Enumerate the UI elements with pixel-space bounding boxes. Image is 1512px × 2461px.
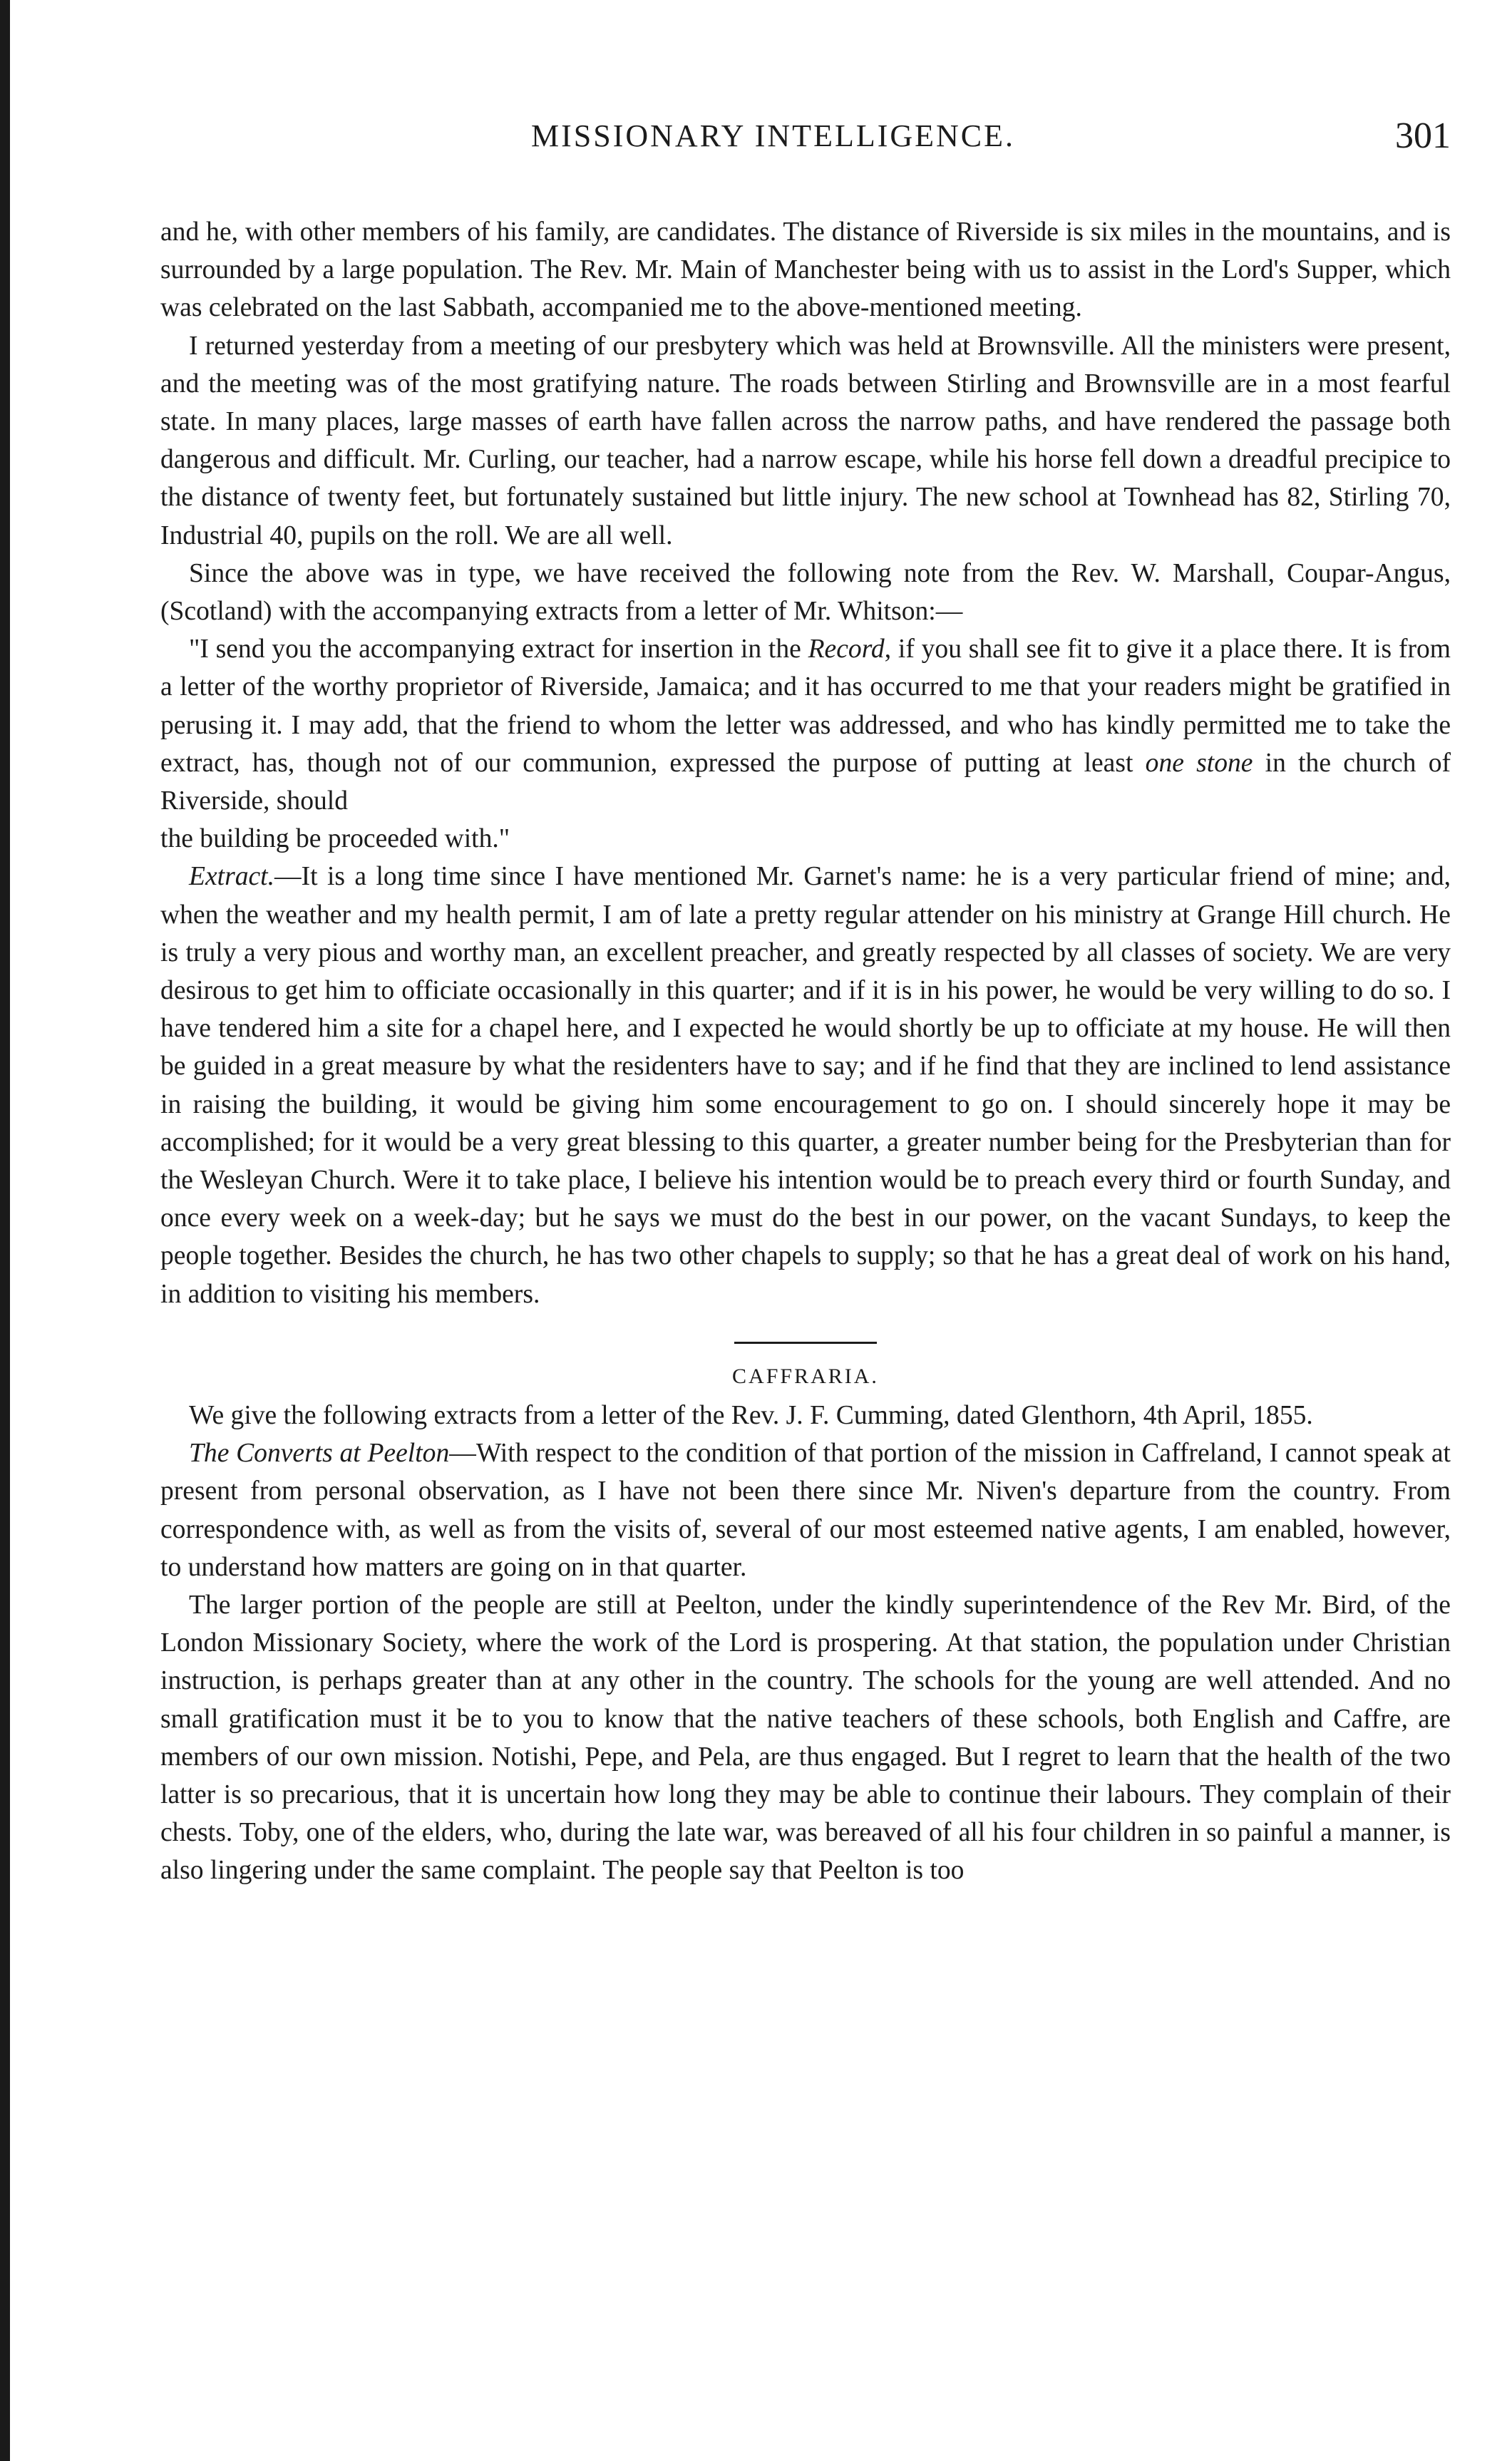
letter-note-middle: , if you shall see fit to give it a place there. It is from a letter of the worthy proprietor of Riverside, Jamaica; and it has occurred to me that your readers might be gratified in perusing it. I may add, that the friend to whom the letter was addressed, and who has kindly permitted me to take the extract, has, though not of our communion, expressed the purpose of putting at least xyxy=(160,634,1451,778)
converts-text: —With respect to the condition of that portion of the mission in Caffreland, I cannot speak at present from personal observation, as I have not been there since Mr. Niven's departure from the country. From correspondence with, as well as from the visits of, several of our most esteemed native agents, I am enabled, however, to understand how matters are going on in that quarter. xyxy=(160,1439,1451,1582)
book-spine-edge xyxy=(0,0,10,2461)
page-number: 301 xyxy=(1395,115,1451,156)
article-body xyxy=(160,213,1451,1890)
paragraph-editor-note: Since the above was in type, we have received the following note from the Rev. W. Marshall, Coupar-Angus, (Scotland) with the accompanying extracts from a letter of Mr. Whitson:— xyxy=(160,558,1451,627)
running-title: MISSIONARY INTELLIGENCE. xyxy=(531,118,1015,153)
record-title: Record xyxy=(808,634,885,664)
extract-label: Extract. xyxy=(189,862,275,892)
converts-label: The Converts at Peelton xyxy=(189,1439,450,1469)
paragraph-peelton: The larger portion of the people are still at Peelton, under the kindly superintendence of the Rev Mr. Bird, of the London Missionary Society, where the work of the Lord is prospering. At that station, the population under Christian instruction, is perhaps greater than at any other in the country. The schools for the young are well attended. And no small gratification must it be to you to know that the native teachers of these schools, both English and Caffre, are members of our own mission. Notishi, Pepe, and Pela, are thus engaged. But I regret to learn that the health of the two latter is so precarious, that it is uncertain how long they may be able to continue their labours. They complain of their chests. Toby, one of the elders, who, during the late war, was bereaved of all his four children in so painful a manner, is also lingering under the same complaint. The people say that Peelton is too xyxy=(160,1590,1451,1886)
section-title-caffraria: CAFFRARIA. xyxy=(732,1364,879,1388)
paragraph-converts xyxy=(160,1434,1451,1586)
extract-text: —It is a long time since I have mentioned Mr. Garnet's name: he is a very particular friend of mine; and, when the weather and my health permit, I am of late a pretty regular attender on his ministry at Grange Hill church. He is truly a very pious and worthy man, an excellent preacher, and greatly respected by all classes of society. We are very desirous to get him to officiate occasionally in this quarter; and if it is in his power, he would be very willing to do so. I have tendered him a site for a chapel here, and I expected he would shortly be up to officiate at my house. He will then be guided in a great measure by what the residenters have to say; and if he find that they are inclined to lend assistance in raising the building, it would be giving him some encouragement to go on. I should sincerely hope it may be accomplished; for it would be a very great blessing to this quarter, a greater number being for the Presbyterian than for the Wesleyan Church. Were it to take place, I believe his intention would be to preach every third or fourth Sunday, and once every week on a week-day; but he says we must do the best in our power, on the vacant Sundays, to keep the people together. Besides the church, he has two other chapels to supply; so that he has a great deal of work on his hand, in addition to visiting his members. xyxy=(160,862,1451,1309)
page-header xyxy=(160,115,1451,196)
letter-note-before: "I send you the accompanying extract for insertion in the xyxy=(189,634,808,664)
one-stone-phrase: one stone xyxy=(1145,748,1253,778)
paragraph-letter-note xyxy=(160,630,1451,820)
paragraph-caffraria-intro: We give the following extracts from a letter of the Rev. J. F. Cumming, dated Glenthorn, 4th April, 1855. xyxy=(189,1400,1313,1430)
section-divider xyxy=(734,1342,877,1344)
paragraph-continued: and he, with other members of his family, are candidates. The distance of Riverside is six miles in the mountains, and is surrounded by a large population. The Rev. Mr. Main of Manchester being with us to assist in the Lord's Supper, which was celebrated on the last Sabbath, accompanied me to the above-mentioned meeting. xyxy=(160,217,1451,323)
paragraph-extract xyxy=(160,858,1451,1312)
journal-page xyxy=(160,115,1451,1890)
letter-note-after: in the church of Riverside, should xyxy=(160,748,1451,816)
paragraph-presbytery: I returned yesterday from a meeting of our presbytery which was held at Brownsville. All the ministers were present, and the meeting was of the most gratifying nature. The roads between Stirling and Brownsville are in a most fearful state. In many places, large masses of earth have fallen across the narrow paths, and have rendered the passage both dangerous and difficult. Mr. Curling, our teacher, had a narrow escape, while his horse fell down a dreadful precipice to the distance of twenty feet, but fortunately sustained but little injury. The new school at Townhead has 82, Stirling 70, Industrial 40, pupils on the roll. We are all well. xyxy=(160,331,1451,550)
paragraph-letter-close: the building be proceeded with." xyxy=(160,824,510,854)
